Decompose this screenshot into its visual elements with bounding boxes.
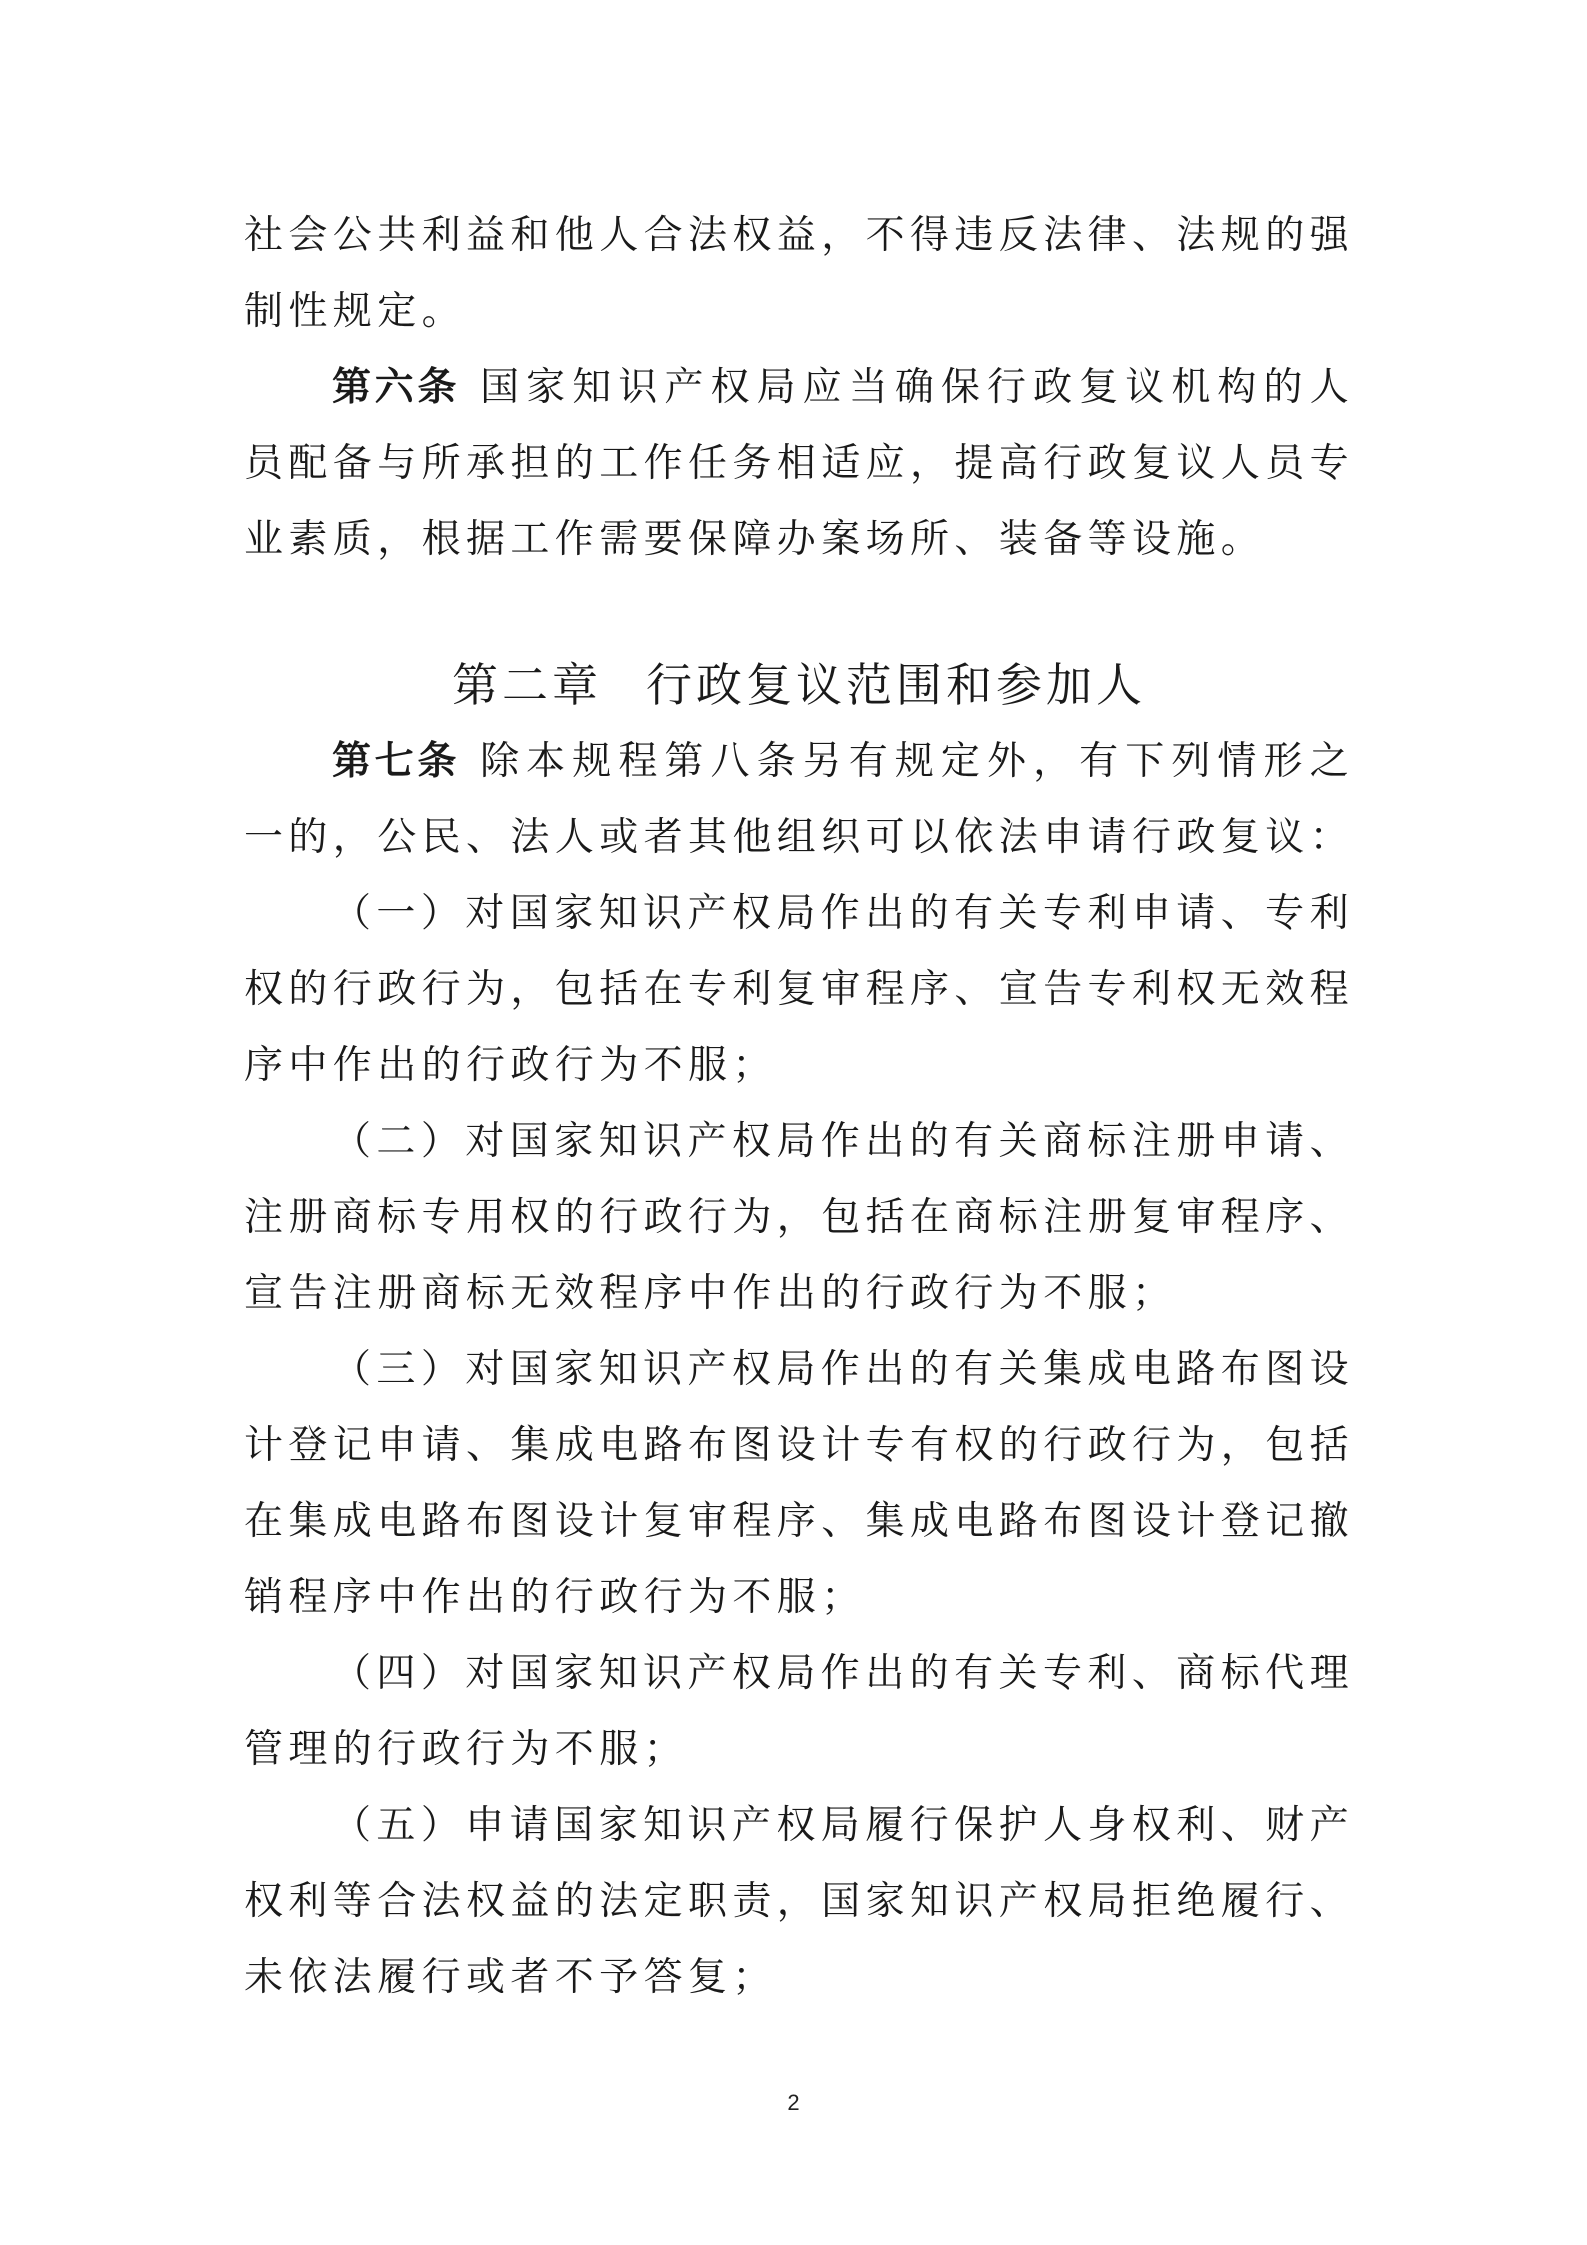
- article-6-text: 国家知识产权局应当确保行政复议机构的人员配备与所承担的工作任务相适应，提高行政复议人员专业素质，根据工作需要保障办案场所、装备等设施。: [244, 365, 1355, 562]
- chapter-heading: [244, 578, 1354, 724]
- article-7-paragraph: [244, 724, 1354, 876]
- article-7-item-3: （三）对国家知识产权局作出的有关集成电路布图设计登记申请、集成电路布图设计专有权的行政行为，包括在集成电路布图设计复审程序、集成电路布图设计登记撤销程序中作出的行政行为不服；: [244, 1347, 1355, 1620]
- article-7-item-2: （二）对国家知识产权局作出的有关商标注册申请、注册商标专用权的行政行为，包括在商标注册复审程序、宣告注册商标无效程序中作出的行政行为不服；: [244, 1119, 1355, 1316]
- continuation-paragraph: 社会公共利益和他人合法权益，不得违反法律、法规的强制性规定。: [244, 213, 1355, 334]
- article-7-text: 除本规程第八条另有规定外，有下列情形之一的，公民、法人或者其他组织可以依法申请行政复议：: [244, 739, 1355, 860]
- article-6-paragraph: [244, 350, 1354, 578]
- document-body: [244, 198, 1354, 2016]
- article-6-label: 第六条: [332, 365, 461, 410]
- article-7-item-5: （五）申请国家知识产权局履行保护人身权利、财产权利等合法权益的法定职责，国家知识产权局拒绝履行、未依法履行或者不予答复；: [244, 1803, 1355, 2000]
- chapter-number: 第二章: [452, 658, 602, 712]
- article-7-item-1: （一）对国家知识产权局作出的有关专利申请、专利权的行政行为，包括在专利复审程序、宣告专利权无效程序中作出的行政行为不服；: [244, 891, 1355, 1088]
- article-7-label: 第七条: [332, 739, 461, 784]
- chapter-title-text: 行政复议范围和参加人: [646, 658, 1146, 712]
- page-number: 2: [787, 2090, 800, 2115]
- article-7-item-4: （四）对国家知识产权局作出的有关专利、商标代理管理的行政行为不服；: [244, 1651, 1354, 1772]
